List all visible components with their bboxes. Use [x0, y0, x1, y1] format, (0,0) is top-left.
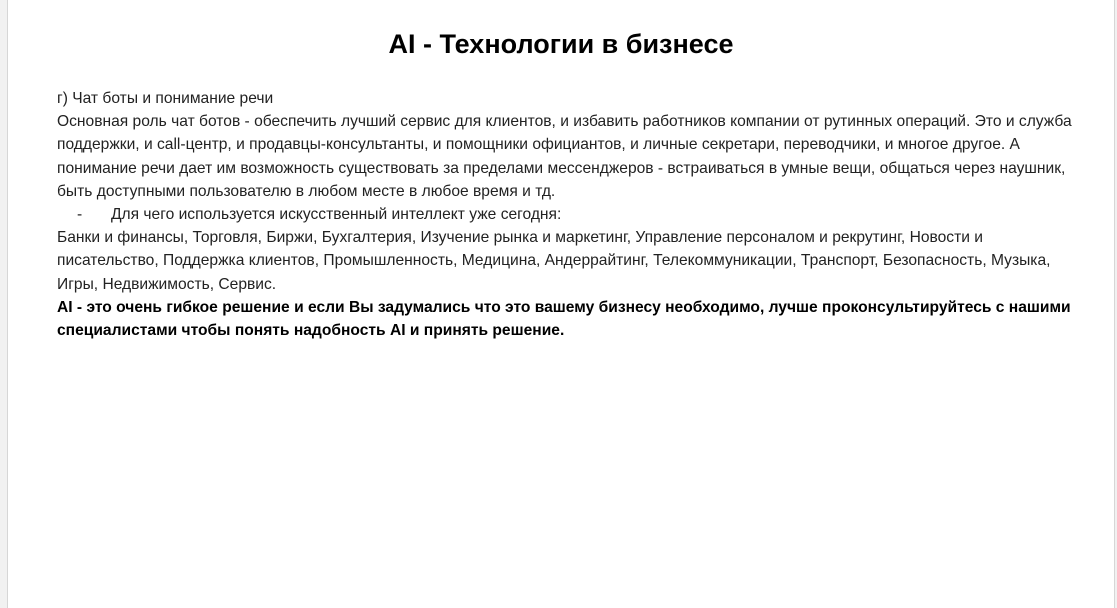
section-heading: г) Чат боты и понимание речи	[57, 90, 274, 107]
paragraph-chatbots: Основная роль чат ботов - обеспечить лучший сервис для клиентов, и избавить работников компании от рутинных операций. Это и служба поддержки, и call-центр, и продавцы-консультанты, и помощники официантов, и личные секретари, переводчики, и многое другое. А понимание речи дает им возможность существовать за пределами мессенджеров - встраиваться в умные вещи, общаться через наушник, быть доступными пользователю в любом месте в любое время и тд.	[57, 113, 1072, 200]
document-page	[7, 0, 1115, 608]
paragraph-industries: Банки и финансы, Торговля, Биржи, Бухгалтерия, Изучение рынка и маркетинг, Управление персоналом и рекрутинг, Новости и писательство, Поддержка клиентов, Промышленность, Медицина, Андеррайтинг, Телекоммуникации, Транспорт, Безопасность, Музыка, Игры, Недвижимость, Сервис.	[57, 229, 1051, 293]
document-body	[57, 87, 1077, 342]
bullet-text: Для чего используется искусственный интеллект уже сегодня:	[111, 206, 562, 224]
closing-statement: AI - это очень гибкое решение и если Вы задумались что это вашему бизнесу необходимо, лучше проконсультируйтесь с нашими специалистами чтобы понять надобность AI и принять решение.	[57, 298, 1071, 340]
page-title: AI - Технологии в бизнесе	[388, 29, 734, 59]
bullet-item	[57, 203, 1077, 226]
bullet-marker: -	[77, 206, 83, 224]
